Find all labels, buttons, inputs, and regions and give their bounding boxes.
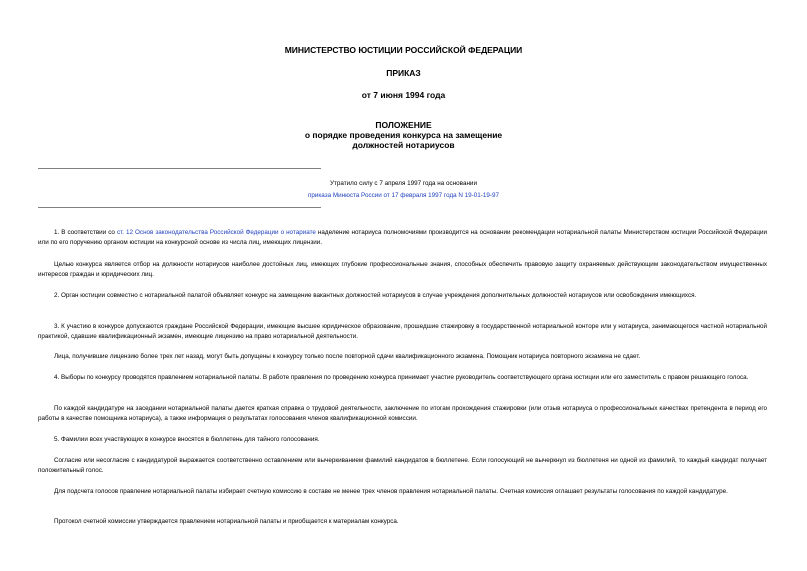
divider-top (38, 168, 321, 169)
status-note-link-line (0, 192, 807, 200)
paragraph-4: 3. К участию в конкурсе допускаются граждане Российской Федерации, имеющие высшее юридическое образование, прошедшие стажировку в государственной нотариальной конторе или у нотариуса, занимающегося частной нотариальной практикой, сдавшие квалификационный экзамен, имеющие лицензию на право нотариальной деятельности. (38, 323, 767, 340)
law-article-link[interactable]: ст. 12 Основ законодательства Российской Федерации о нотариате (116, 229, 316, 236)
paragraph-3: 2. Орган юстиции совместно с нотариальной палатой объявляет конкурс на замещение вакантных должностей нотариусов в случае учреждения дополнительных должностей нотариусов или освобождения имеющихся. (54, 292, 697, 299)
paragraph-1-prefix: 1. В соответствии со (54, 229, 117, 236)
paragraph-6: 4. Выборы по конкурсу проводятся правлением нотариальной палаты. В работе правления по проведению конкурса принимает участие руководитель соответствующего органа юстиции или его заместитель с правом решающего голоса. (54, 374, 749, 381)
paragraph-7: По каждой кандидатуре на заседании нотариальной палаты дается краткая справка о трудовой деятельности, заключение по итогам прохождения стажировки (или отзыв нотариуса о профессиональных качествах претендента в период его работы в качестве помощника нотариуса), а также информация о результатах голосования членов квалификационной комиссии. (38, 405, 767, 422)
title-line-3: должностей нотариусов (352, 140, 455, 150)
title-line-1: ПОЛОЖЕНИЕ (375, 120, 432, 130)
paragraph-1 (38, 228, 767, 247)
paragraph-8: 5. Фамилии всех участвующих в конкурсе вносятся в бюллетень для тайного голосования. (54, 436, 320, 443)
divider-bottom (38, 207, 321, 208)
repeal-order-link[interactable]: приказа Минюста России от 17 февраля 1997 года N 19-01-19-97 (307, 192, 499, 199)
paragraph-10: Для подсчета голосов правление нотариальной палаты избирает счетную комиссию в составе не менее трех членов правления нотариальной палаты. Счетная комиссия оглашает результаты голосования по каждой кандидатуре. (54, 488, 728, 495)
title-line-2: о порядке проведения конкурса на замещение (304, 130, 503, 140)
paragraph-9: Согласие или несогласие с кандидатурой выражается соответственно оставлением или вычеркиванием фамилий кандидатов в бюллетене. Если голосующий не вычеркнул из бюллетеня ни одной из фамилий, то каждый кандидат получает положительный голос. (38, 457, 767, 474)
ministry-heading: МИНИСТЕРСТВО ЮСТИЦИИ РОССИЙСКОЙ ФЕДЕРАЦИИ (284, 45, 523, 55)
paragraph-11: Протокол счетной комиссии утверждается правлением нотариальной палаты и приобщается к материалам конкурса. (54, 518, 399, 525)
paragraph-2: Целью конкурса является отбор на должности нотариусов наиболее достойных лиц, имеющих глубокие профессиональные знания, способных обеспечить правовую защиту охраняемых действующим законодательством имущественных интересов граждан и юридических лиц. (38, 261, 767, 278)
paragraph-5: Лица, получившие лицензию более трех лет назад, могут быть допущены к конкурсу только после повторной сдачи квалификационного экзамена. Помощник нотариуса повторного экзамена не сдает. (54, 353, 641, 360)
paragraph-1-rest: наделение нотариуса полномочиями производится на основании рекомендации нотариальной палаты Министерством юстиции Российской Федерации или по его поручению органом юстиции на конкурсной основе из числа лиц, имеющих лицензии. (38, 229, 767, 246)
status-note-line: Утратило силу с 7 апреля 1997 года на основании (330, 180, 477, 187)
document-type-heading: ПРИКАЗ (386, 68, 421, 78)
document-date: от 7 июня 1994 года (361, 90, 446, 100)
document-title (0, 120, 807, 150)
